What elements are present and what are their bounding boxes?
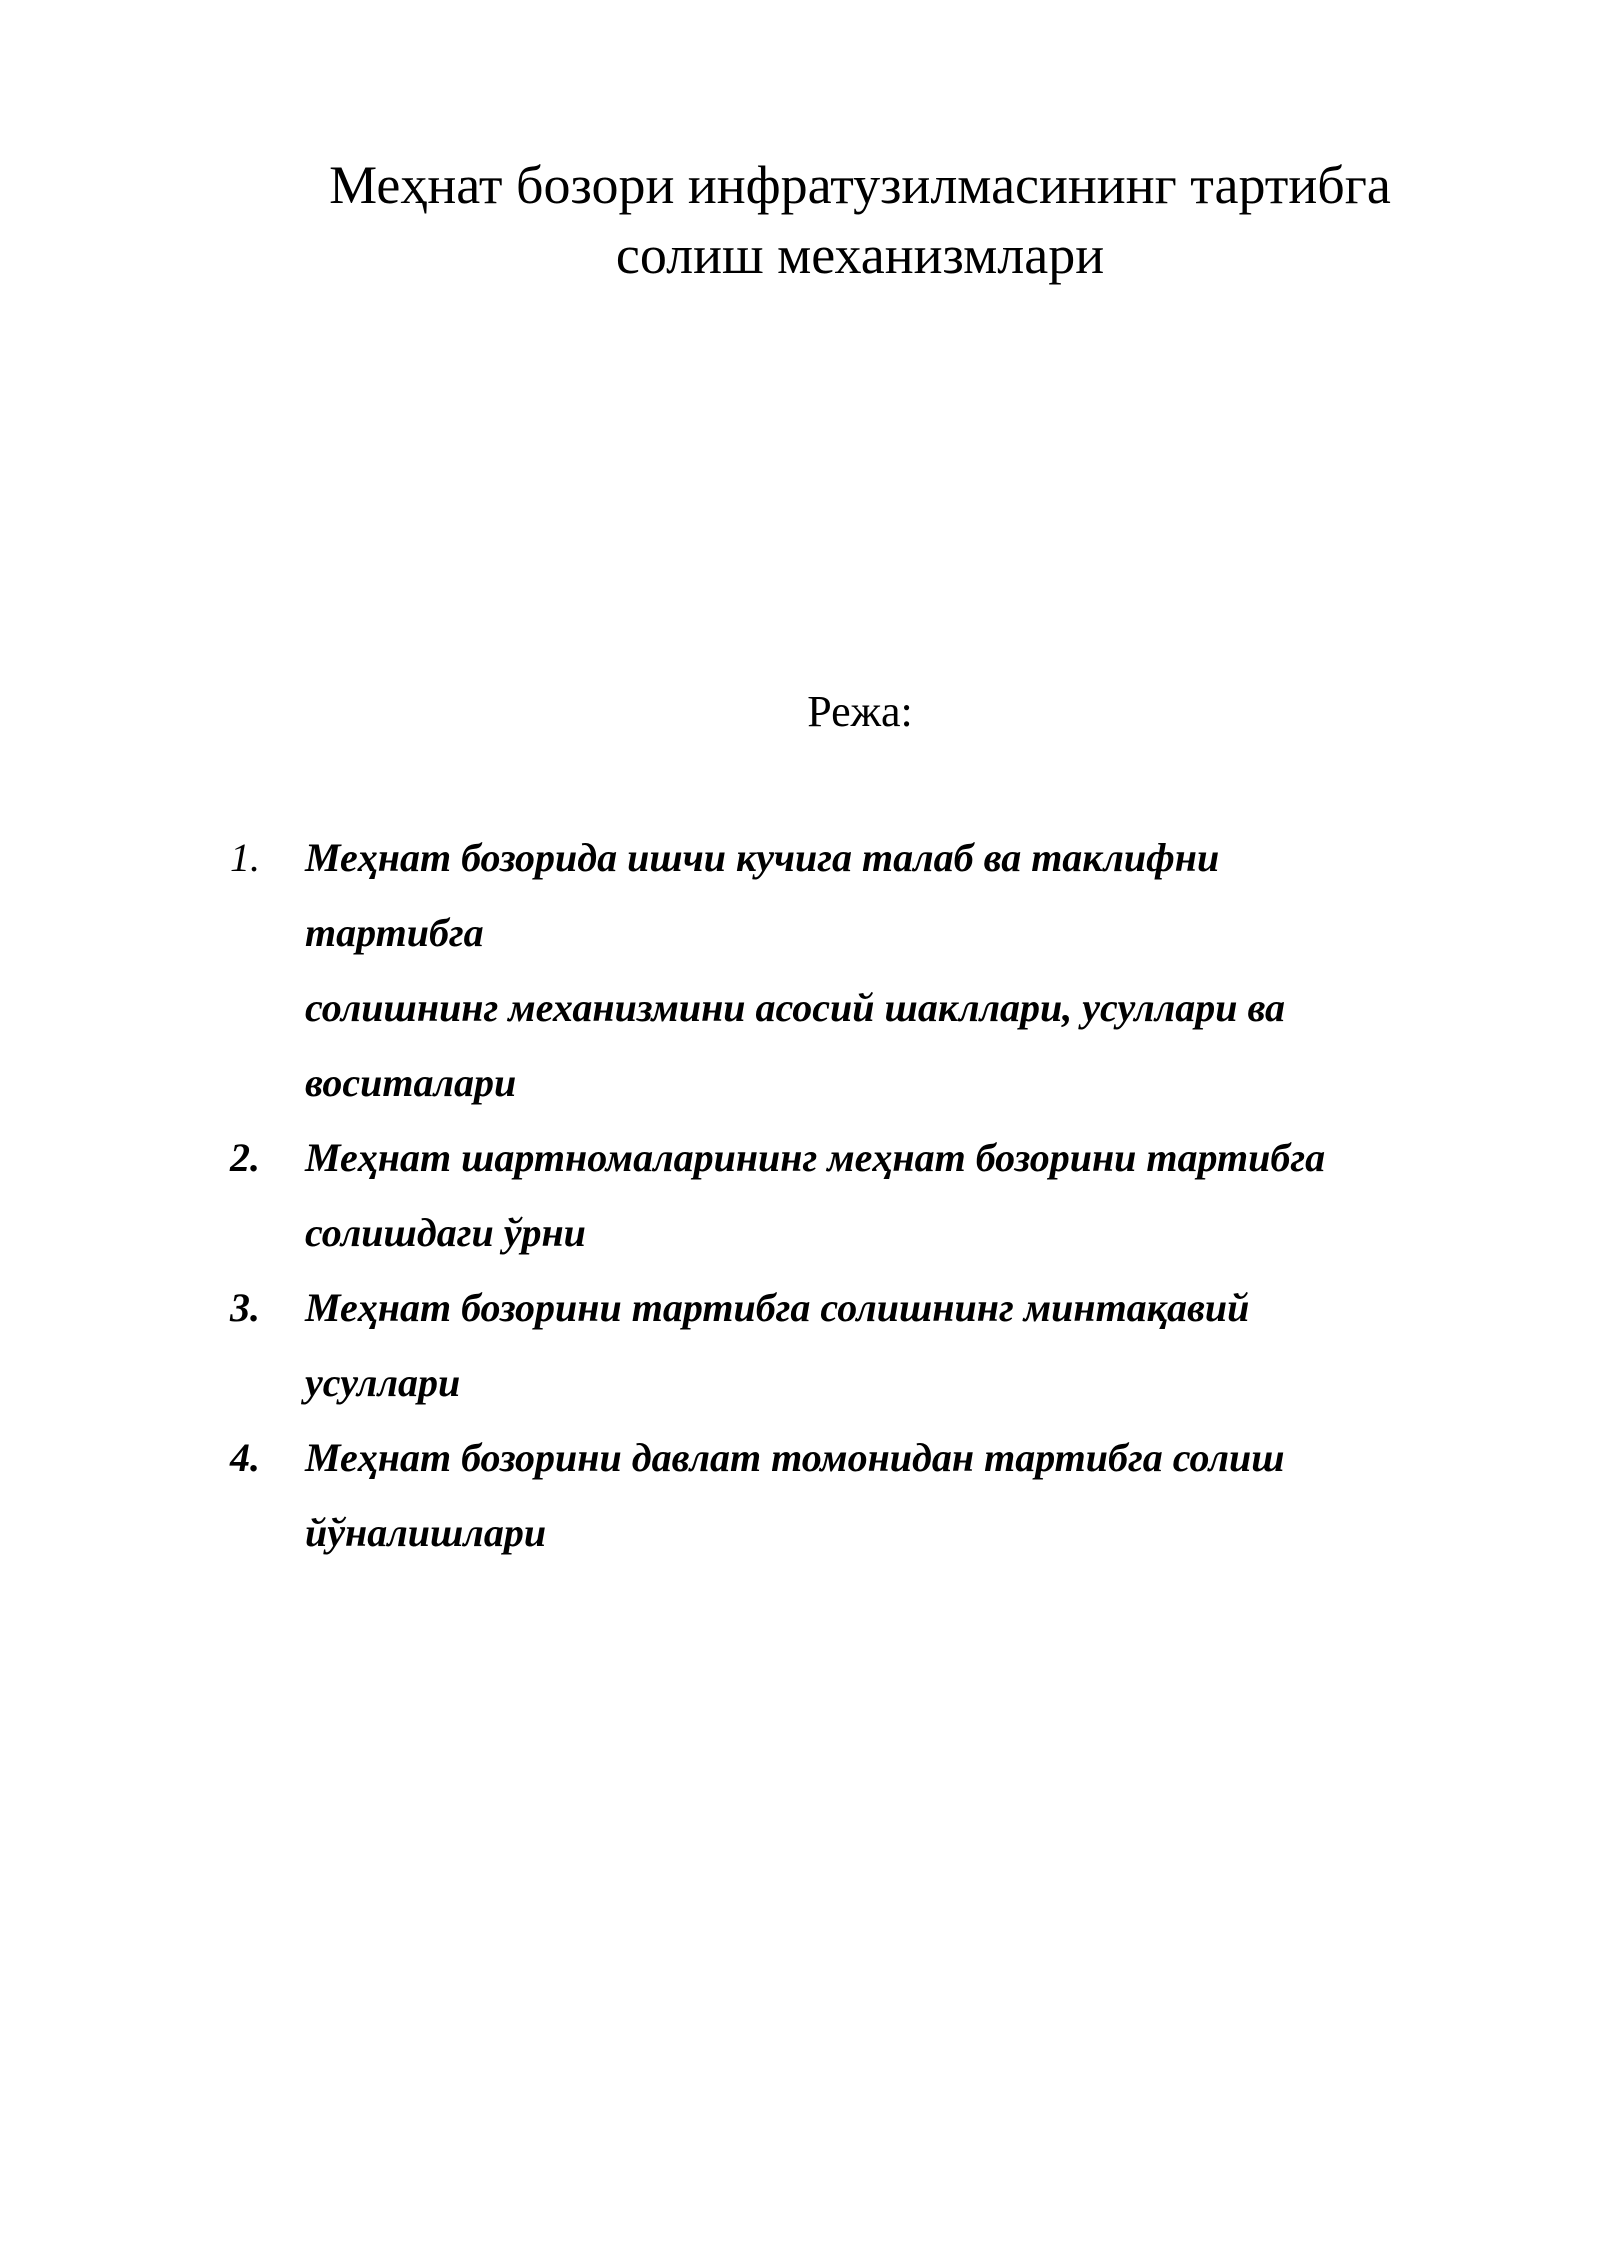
plan-item-line: солишдаги ўрни (305, 1210, 586, 1255)
plan-heading: Режа: (807, 687, 913, 736)
plan-item-line: солишнинг механизмини асосий шакллари, усуллари ва (305, 985, 1286, 1030)
plan-item-line: усуллари (305, 1360, 461, 1405)
plan-item-3 (225, 1270, 1455, 1420)
plan-item-number: 1. (230, 835, 260, 880)
plan-item-number: 2. (230, 1135, 260, 1180)
plan-item-4 (225, 1420, 1455, 1570)
title-line-1: Меҳнат бозори инфратузилмасининг тартибга (329, 155, 1391, 215)
plan-item-line: йўналишлари (305, 1510, 547, 1555)
plan-item-number: 3. (230, 1285, 260, 1330)
plan-item-line: Меҳнат шартномаларининг меҳнат бозорини тартибга (305, 1135, 1326, 1180)
plan-item-1 (225, 820, 1455, 1120)
title-line-2: солиш механизмлари (615, 225, 1105, 285)
plan-item-line: Меҳнат бозорини тартибга солишнинг минтақавий (305, 1285, 1250, 1330)
document-title (230, 150, 1490, 290)
plan-item-line: Меҳнат бозорида ишчи кучига талаб ва таклифни (305, 835, 1220, 880)
plan-item-line: тартибга (305, 910, 484, 955)
plan-item-2 (225, 1120, 1455, 1270)
plan-item-number: 4. (230, 1435, 260, 1480)
plan-item-line: Меҳнат бозорини давлат томонидан тартибга солиш (305, 1435, 1285, 1480)
plan-item-line: воситалари (305, 1060, 517, 1105)
plan-list (225, 820, 1455, 1570)
